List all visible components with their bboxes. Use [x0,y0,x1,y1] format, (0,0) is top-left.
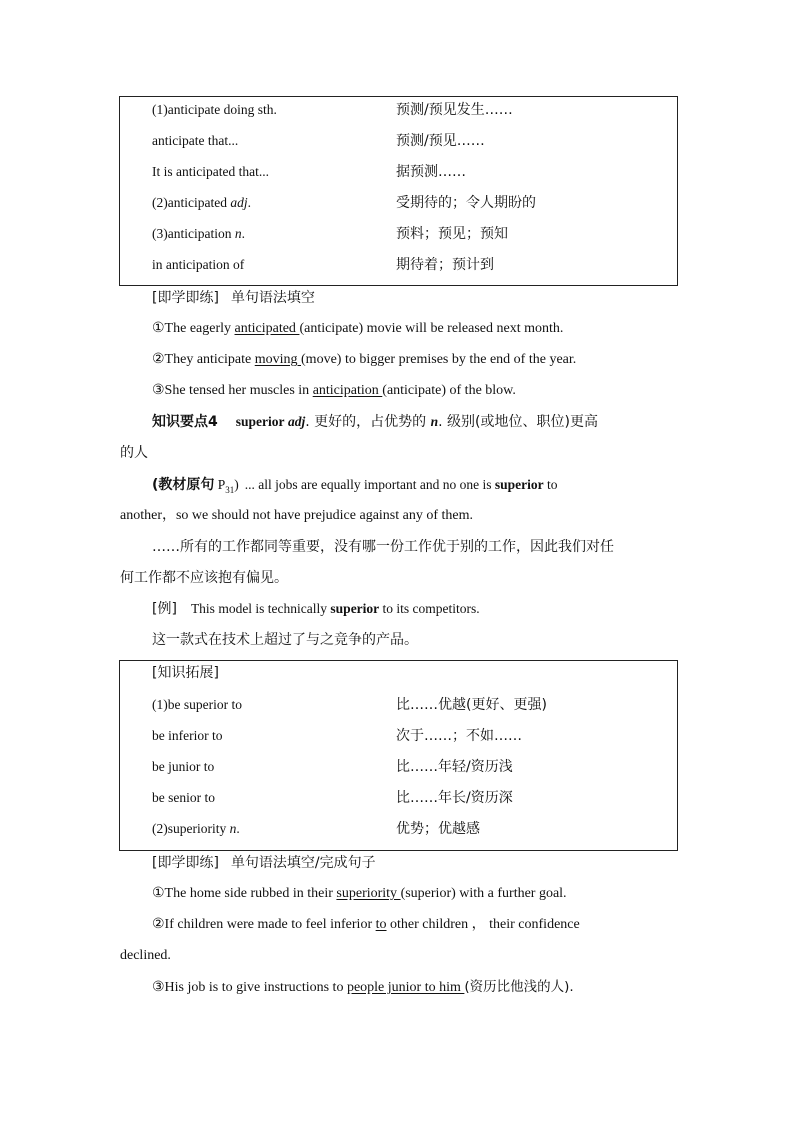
table1-row-1-zh: 预测/预见发生…… [396,102,513,118]
practice1-item-3: ③She tensed her muscles in anticipation (anticipate) of the blow. [152,383,516,398]
answer-blank: anticipated [234,321,300,336]
table1-row-4-zh: 受期待的；令人期盼的 [396,195,536,211]
example-sentence: [例] This model is technically superior to its competitors. [152,601,480,617]
answer-blank: anticipation [312,383,383,398]
answer-blank: superiority [336,886,401,901]
knowledge-extension-title: [知识拓展] [152,665,219,681]
key-point-heading-line2: 的人 [120,445,148,461]
practice2-item-3: ③His job is to give instructions to people junior to him (资历比他浅的人). [152,979,574,995]
table2-row-1-zh: 比……优越(更好、更强) [396,697,547,713]
practice2-item-1: ①The home side rubbed in their superiority (superior) with a further goal. [152,886,567,901]
table2-row-5-en: (2)superiority n. [152,821,240,836]
table2-row-3-zh: 比……年轻/资历浅 [396,759,513,775]
table2-row-1-en: (1)be superior to [152,697,242,712]
table2-row-4-zh: 比……年长/资历深 [396,790,513,806]
practice1-item-1: ①The eagerly anticipated (anticipate) movie will be released next month. [152,321,564,336]
table1-row-2-zh: 预测/预见…… [396,133,485,149]
table1-row-3-zh: 据预测…… [396,164,466,180]
table1-row-6-zh: 期待着；预计到 [396,257,494,273]
table1-row-5-en: (3)anticipation n. [152,226,245,241]
table1-row-2-en: anticipate that... [152,133,239,148]
practice1-heading: [即学即练] 单句语法填空 [152,290,315,306]
practice2-item-2: ②If children were made to feel inferior to other children ， their confidence [152,917,580,932]
source-translation: ……所有的工作都同等重要，没有哪一份工作优于别的工作，因此我们对任 [152,539,614,555]
table2-row-2-en: be inferior to [152,728,223,743]
table2-row-4-en: be senior to [152,790,215,805]
table1-row-1-en: (1)anticipate doing sth. [152,102,277,117]
textbook-source-sentence: (教材原句 $P_{31}$) ... all jobs are equally important and no one is superior to [152,477,558,495]
table2-row-2-zh: 次于……；不如…… [396,728,522,744]
practice1-item-2: ②They anticipate moving (move) to bigger premises by the end of the year. [152,352,577,367]
table2-row-3-en: be junior to [152,759,215,774]
table1-row-4-en: (2)anticipated adj. [152,195,251,210]
answer-blank: moving [254,352,302,367]
practice2-heading: [即学即练] 单句语法填空/完成句子 [152,855,376,871]
table1-row-5-zh: 预料；预见；预知 [396,226,508,242]
textbook-source-line2: another，so we should not have prejudice against any of them. [120,508,474,523]
answer-blank: to [375,917,387,932]
practice2-item-2-line2: declined. [120,948,171,963]
example-translation: 这一款式在技术上超过了与之竞争的产品。 [152,632,418,648]
table1-row-3-en: It is anticipated that... [152,164,269,179]
table1-row-6-en: in anticipation of [152,257,245,272]
table2-row-5-zh: 优势；优越感 [396,821,480,837]
source-translation-line2: 何工作都不应该抱有偏见。 [120,570,288,586]
answer-blank: people junior to him [346,980,465,995]
key-point-heading: 知识要点4 superior adj. 更好的，占优势的 n. 级别(或地位、职位)更高 [152,414,598,430]
